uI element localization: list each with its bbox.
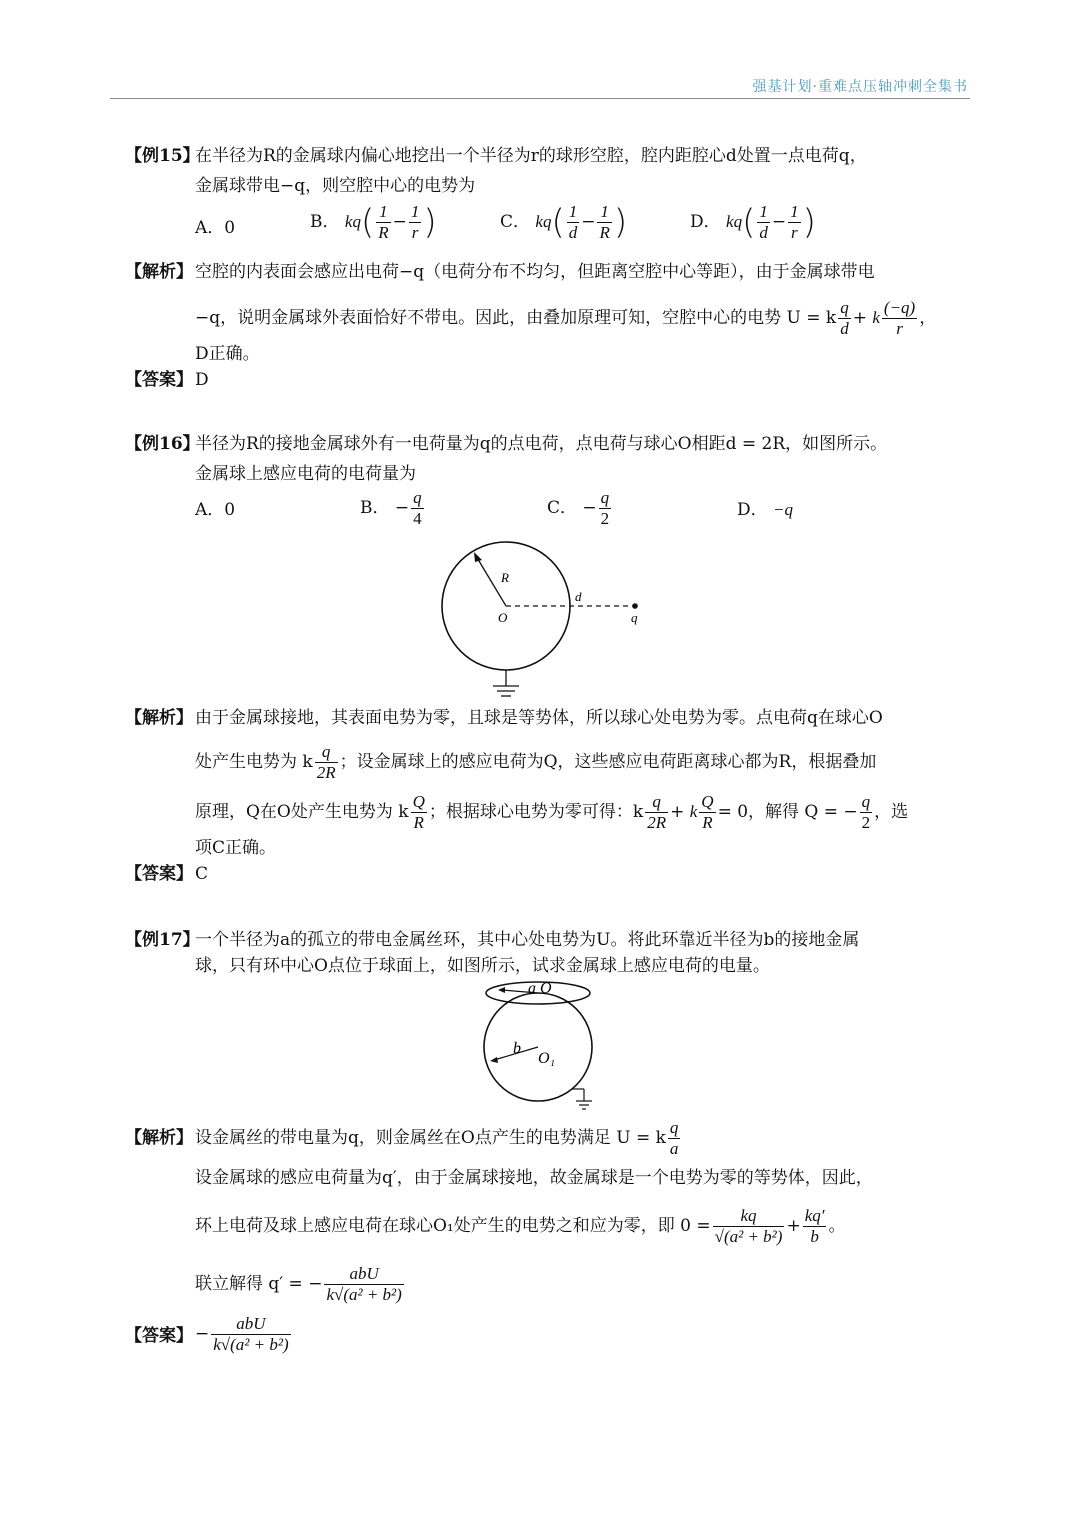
example-17-answer: − $\frac{\text{abU}}{\text{k√(a² + b²)}}$ — [195, 1314, 289, 1354]
example-15-option-c: C． kq( $\frac{1}{d}$ − $\frac{1}{R}$ ) — [500, 202, 628, 243]
example-16-option-a: A．0 — [195, 500, 236, 520]
example-17-solution-line3: 环上电荷及球上感应电荷在球心O₁处产生的电势之和应为零，即 0 = $\frac{kq}{\text{√(a² + b²)}}$ + $\frac{kq'}{b}$ 。 — [195, 1206, 846, 1246]
label-R: R — [501, 570, 509, 585]
label-b: b — [513, 1040, 521, 1057]
example-15-answer-tag: 【答案】 — [125, 370, 193, 390]
header-title: 强基计划·重难点压轴冲刺全集书 — [752, 79, 968, 95]
point-charge — [632, 603, 638, 609]
example-15-question-line1: 在半径为R的金属球内偏心地挖出一个半径为r的球形空腔，腔内距腔心d处置一点电荷q， — [195, 146, 867, 166]
example-15-question-line2: 金属球带电−q，则空腔中心的电势为 — [195, 176, 476, 196]
example-15-solution-line1: 空腔的内表面会感应出电荷−q（电荷分布不均匀，但距离空腔中心等距），由于金属球带电 — [195, 262, 875, 282]
example-15-answer: D — [195, 370, 209, 390]
example-16-solution-line2: 处产生电势为 k $\frac{q}{2R}$ ；设金属球上的感应电荷为Q，这些感应电荷距离球心都为R，根据叠加 — [195, 742, 877, 782]
example-16-solution-tag: 【解析】 — [125, 708, 193, 728]
example-16-option-c: C． − $\frac{q}{2}$ — [547, 488, 610, 528]
label-O1: O₁ — [538, 1050, 556, 1067]
example-17-answer-tag: 【答案】 — [125, 1326, 193, 1346]
label-q: q — [631, 610, 638, 625]
example-15-solution-tag: 【解析】 — [125, 262, 193, 282]
radius-arrowhead — [474, 552, 482, 562]
example-16-tag: 【例16】 — [125, 434, 200, 454]
example-16-option-b: B． − $\frac{q}{4}$ — [360, 488, 422, 528]
example-17-tag: 【例17】 — [125, 930, 200, 950]
ring-radius-arrowhead — [498, 987, 505, 993]
label-O: O — [498, 610, 508, 625]
ring-sphere-figure — [480, 975, 610, 1115]
label-aO: a O — [528, 980, 552, 997]
example-17-question-line1: 一个半径为a的孤立的带电金属丝环，其中心处电势为U。将此环靠近半径为b的接地金属 — [195, 930, 860, 950]
example-15-option-d: D． kq( $\frac{1}{d}$ − $\frac{1}{r}$ ) — [690, 202, 816, 243]
example-17-solution-tag: 【解析】 — [125, 1128, 193, 1148]
example-15-option-a: A．0 — [195, 218, 236, 238]
example-17-solution-line2: 设金属球的感应电荷量为q′，由于金属球接地，故金属球是一个电势为零的等势体，因此， — [195, 1168, 873, 1188]
example-15-option-b: B． kq( $\frac{1}{R}$ − $\frac{1}{r}$ ) — [310, 202, 437, 243]
example-16-answer: C — [195, 864, 209, 884]
example-16-question-line1: 半径为R的接地金属球外有一电荷量为q的点电荷，点电荷与球心O相距d = 2R，如图所示。 — [195, 434, 888, 454]
example-16-solution-line4: 项C正确。 — [195, 838, 277, 858]
example-16-solution-line3: 原理，Q在O处产生电势为 k $\frac{Q}{R}$ ；根据球心电势为零可得：k $\frac{q}{2R}$ + k $\frac{Q}{R}$ = 0，解得 Q = − $\frac{q}{2}$ ，选 — [195, 792, 909, 832]
example-16-question-line2: 金属球上感应电荷的电荷量为 — [195, 464, 416, 484]
example-17-question-line2: 球，只有环中心O点位于球面上，如图所示，试求金属球上感应电荷的电量。 — [195, 956, 770, 976]
sphere-radius-arrowhead — [490, 1057, 498, 1063]
example-16-answer-tag: 【答案】 — [125, 864, 193, 884]
page-header — [110, 70, 970, 99]
grounded-sphere-figure — [430, 540, 660, 705]
example-17-solution-line1: 设金属丝的带电量为q，则金属丝在O点产生的电势满足 U = k $\frac{q}{a}$ — [195, 1118, 679, 1158]
label-d: d — [575, 589, 582, 604]
example-15-solution-line2: −q，说明金属球外表面恰好不带电。因此，由叠加原理可知，空腔中心的电势 U = k $\frac{q}{d}$ + k $\frac{(-q)}{r}$ ， — [195, 298, 937, 338]
example-15-tag: 【例15】 — [125, 146, 200, 166]
example-16-solution-line1: 由于金属球接地，其表面电势为零，且球是等势体，所以球心处电势为零。点电荷q在球心O — [195, 708, 883, 728]
example-16-option-d: D． −q — [737, 500, 794, 520]
example-15-solution-line3: D正确。 — [195, 344, 260, 364]
example-17-solution-line4: 联立解得 q′ = − $\frac{\text{abU}}{\text{k√(a² + b²)}}$ — [195, 1264, 402, 1304]
